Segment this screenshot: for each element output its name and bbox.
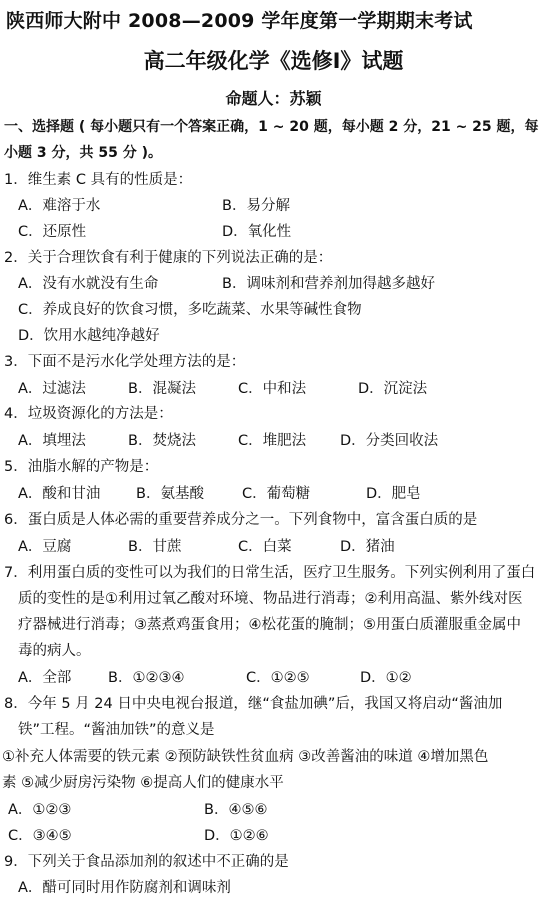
question-1-option-c: C．还原性 — [18, 224, 87, 240]
section-heading-line1: 一、选择题 ( 每小题只有一个答案正确，1 ~ 20 题，每小题 2 分，21 ~ 25 题，每 — [4, 119, 539, 135]
question-1-option-a: A．难溶于水 — [18, 198, 101, 214]
question-4-option-b: B．焚烧法 — [128, 433, 196, 449]
question-8-stem-line4: 素 ⑤减少厨房污染物 ⑥提高人们的健康水平 — [2, 775, 284, 791]
question-3-option-d: D．沉淀法 — [358, 381, 428, 397]
question-4-option-d: D．分类回收法 — [340, 433, 439, 449]
author: 命题人：苏颖 — [225, 89, 322, 108]
question-8-option-b: B．④⑤⑥ — [204, 802, 268, 818]
question-5-option-d: D．肥皂 — [366, 486, 421, 502]
question-8-stem-line2: 铁”工程。“酱油加铁”的意义是 — [18, 722, 215, 738]
question-8-option-a: A．①②③ — [8, 802, 72, 818]
subject-title: 高二年级化学《选修Ⅰ》试题 — [143, 49, 404, 73]
question-7-option-d: D．①② — [360, 670, 412, 686]
question-4-stem: 4．垃圾资源化的方法是： — [4, 406, 173, 422]
question-3-option-a: A．过滤法 — [18, 381, 86, 397]
question-7-option-b: B．①②③④ — [108, 670, 185, 686]
question-5-option-c: C．葡萄糖 — [242, 486, 311, 502]
question-7-stem-line4: 毒的病人。 — [18, 643, 91, 659]
question-1-option-d: D．氧化性 — [222, 224, 292, 240]
question-2-option-b: B．调味剂和营养剂加得越多越好 — [222, 276, 435, 292]
question-7-option-c: C．①②⑤ — [246, 670, 310, 686]
question-4-option-a: A．填埋法 — [18, 433, 86, 449]
question-5-option-b: B．氨基酸 — [136, 486, 204, 502]
question-8-stem-line1: 8．今年 5 月 24 日中央电视台报道，继“食盐加碘”后，我国又将启动“酱油加 — [4, 696, 503, 712]
question-7-stem-line2: 质的变性的是①利用过氧乙酸对环境、物品进行消毒；②利用高温、紫外线对医 — [18, 591, 523, 607]
question-1-stem: 1．维生素 C 具有的性质是： — [4, 172, 193, 188]
question-6-option-b: B．甘蔗 — [128, 539, 182, 555]
question-2-option-a: A．没有水就没有生命 — [18, 276, 159, 292]
exam-title: 陕西师大附中 2008—2009 学年度第一学期期末考试 — [6, 10, 473, 32]
question-9-option-a: A．醋可同时用作防腐剂和调味剂 — [18, 880, 231, 896]
section-heading-line2: 小题 3 分，共 55 分 )。 — [4, 145, 162, 161]
question-2-option-d: D．饮用水越纯净越好 — [18, 328, 160, 344]
question-7-option-a: A．全部 — [18, 670, 72, 686]
question-2-option-c: C．养成良好的饮食习惯，多吃蔬菜、水果等碱性食物 — [18, 302, 362, 318]
question-9-stem: 9．下列关于食品添加剂的叙述中不正确的是 — [4, 854, 289, 870]
question-8-option-c: C．③④⑤ — [8, 828, 72, 844]
question-4-option-c: C．堆肥法 — [238, 433, 307, 449]
question-7-stem-line1: 7．利用蛋白质的变性可以为我们的日常生活，医疗卫生服务。下列实例利用了蛋白 — [4, 565, 536, 581]
question-6-stem: 6．蛋白质是人体必需的重要营养成分之一。下列食物中，富含蛋白质的是 — [4, 512, 478, 528]
question-3-stem: 3．下面不是污水化学处理方法的是： — [4, 354, 246, 370]
question-5-option-a: A．酸和甘油 — [18, 486, 101, 502]
question-6-option-d: D．猪油 — [340, 539, 395, 555]
question-8-option-d: D．①②⑥ — [204, 828, 269, 844]
question-3-option-c: C．中和法 — [238, 381, 307, 397]
question-2-stem: 2．关于合理饮食有利于健康的下列说法正确的是： — [4, 250, 333, 266]
question-8-stem-line3: ①补充人体需要的铁元素 ②预防缺铁性贫血病 ③改善酱油的味道 ④增加黑色 — [2, 749, 489, 765]
question-6-option-a: A．豆腐 — [18, 539, 72, 555]
question-3-option-b: B．混凝法 — [128, 381, 196, 397]
question-6-option-c: C．白菜 — [238, 539, 292, 555]
question-7-stem-line3: 疗器械进行消毒；③蒸煮鸡蛋食用；④松花蛋的腌制；⑤用蛋白质灌服重金属中 — [18, 617, 521, 633]
question-5-stem: 5．油脂水解的产物是： — [4, 459, 159, 475]
question-1-option-b: B．易分解 — [222, 198, 290, 214]
